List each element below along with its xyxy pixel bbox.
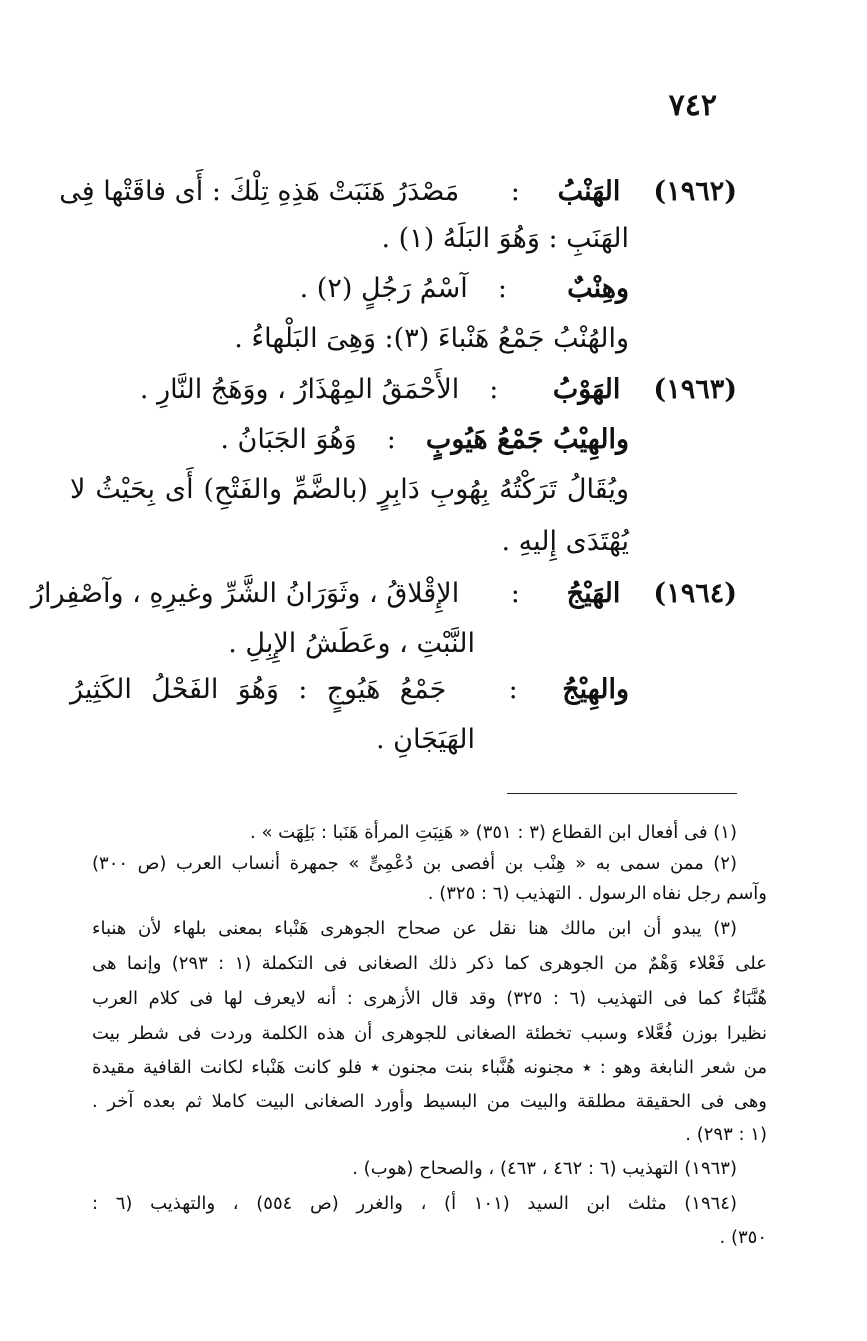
separator: : <box>508 674 518 705</box>
entry-line <box>59 168 737 216</box>
separator: : <box>510 578 520 609</box>
subentry-line <box>70 416 629 464</box>
subentry-line <box>70 265 629 313</box>
definition-continuation: النَّبْتِ ، وعَطَشُ الإِبِلِ . <box>228 628 475 659</box>
footnote-line: على فَعْلاء وَهْمٌ من الجوهرى كما ذكر ذلك الصغانى فى التكملة (١ : ٢٩٣) وإنما هى <box>92 953 767 974</box>
footnote-line: (١ : ٢٩٣) . <box>685 1124 767 1145</box>
definition: آسْمُ رَجُلٍ (٢) . <box>299 273 468 304</box>
footnote-line: ٣٥٠) . <box>719 1227 767 1248</box>
headword: وهِنْبٌ <box>567 273 629 304</box>
separator: : <box>497 273 507 304</box>
footnote-line: (١) فى أفعال ابن القطاع (٣ : ٣٥١) « هَنِبَتِ المرأة هَنَبا : بَلِهَت » . <box>250 822 737 843</box>
footnote-line: (١٩٦٤) مثلث ابن السيد (١٠١ أ) ، والغرر (ص ٥٥٤) ، والتهذيب (٦ : <box>92 1193 737 1214</box>
definition: جَمْعُ هَيُوجٍ : وَهُوَ الفَحْلُ الكَثِيرُ <box>70 674 447 705</box>
footnote-divider <box>507 793 737 794</box>
footnote-line: من شعر النابغة وهو : ٭ مجنونه هُنَّباء بنت مجنون ٭ فلو كانت هَنْباء لكانت القافية مقيدة <box>92 1057 767 1078</box>
footnote-line: (١٩٦٣) التهذيب (٦ : ٤٦٢ ، ٤٦٣) ، والصحاح (هوب) . <box>352 1158 737 1179</box>
definition: مَصْدَرُ هَنَبَتْ هَذِهِ تِلْكَ : أَى فاقَتْها فِى <box>59 176 460 207</box>
subentry-line: والهُنْبُ جَمْعُ هَنْباءَ (٣): وَهِىَ البَلْهاءُ . <box>234 323 629 354</box>
definition: الأَحْمَقُ المِهْذَارُ ، ووَهَجُ النَّارِ . <box>139 374 460 405</box>
entry-line <box>30 570 737 618</box>
entry-line <box>70 366 737 414</box>
footnote-line: نظيرا بوزن فُعَّلاء وسبب تخطئة الصغانى للجوهرى أن هذه الكلمة وردت فى شطر بيت <box>92 1023 767 1044</box>
definition: الإِقْلاقُ ، وثَوَرَانُ الشَّرِّ وغيرِهِ ، وآصْفِرارُ <box>30 578 460 609</box>
footnote-line: هُنَّبَاءٌ كما فى التهذيب (٦ : ٣٢٥) وقد قال الأزهرى : أنه لايعرف لها فى كلام العرب <box>92 988 767 1009</box>
footnote-line: وهى فى الحقيقة مطلقة والبيت من البسيط وأورد الصغانى البيت كاملا ثم بعده آخر . <box>92 1091 767 1112</box>
entry-number: (١٩٦٢) <box>653 176 737 207</box>
footnote-line: (٢) ممن سمى به « هِنْب بن أفصى بن دُعْمِىٍّ » جمهرة أنساب العرب (ص ٣٠٠) <box>92 853 737 874</box>
headword: والهِيْجُ <box>562 674 629 705</box>
headword: الهَوْبُ <box>552 374 621 405</box>
entry-number: (١٩٦٤) <box>653 578 737 609</box>
subentry-line: ويُقَالُ تَرَكْتُهُ بِهُوبِ دَابِرٍ (بالضَّمِّ والفَتْحِ) أَى بِحَيْثُ لا <box>70 474 629 505</box>
separator: : <box>489 374 499 405</box>
subentry-line: الهَيَجَانِ . <box>376 724 475 755</box>
footnote-line: (٣) يبدو أن ابن مالك هنا نقل عن صحاح الجوهرى هَنْباء بمعنى بلهاء لأن هنباء <box>92 918 737 939</box>
subentry-line: يُهْتَدَى إِليهِ . <box>501 526 629 557</box>
separator: : <box>386 424 396 455</box>
headword: والهِيْبُ جَمْعُ هَيُوبٍ <box>425 424 629 455</box>
separator: : <box>510 176 520 207</box>
subentry-line <box>70 666 629 714</box>
headword: الهَيْجُ <box>566 578 621 609</box>
page-number: ٧٤٢ <box>668 88 717 123</box>
headword: الهَنْبُ <box>557 176 621 207</box>
definition: وَهُوَ الجَبَانُ . <box>220 424 357 455</box>
definition-continuation: الهَنَبِ : وَهُوَ البَلَهُ (١) . <box>381 223 629 254</box>
footnote-line: وآسم رجل نفاه الرسول . التهذيب (٦ : ٣٢٥) . <box>427 883 767 904</box>
entry-number: (١٩٦٣) <box>653 374 737 405</box>
